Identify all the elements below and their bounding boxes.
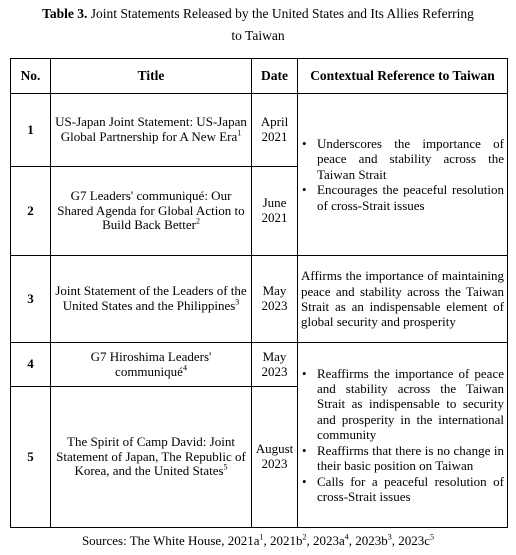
row-date xyxy=(252,167,298,256)
header-title: Title xyxy=(51,59,252,94)
source-ref: $2023c^5$ xyxy=(398,532,435,548)
row-date xyxy=(252,94,298,167)
table-row xyxy=(11,94,508,167)
row-context-group-a xyxy=(298,94,508,256)
sources-prefix: Sources: The White House, xyxy=(81,533,228,548)
row-title-text: US-Japan Joint Statement: US-Japan Global Partnership for A New Era xyxy=(55,114,247,144)
row-title xyxy=(51,343,252,387)
row-title xyxy=(51,167,252,256)
row-number: 1 xyxy=(11,94,51,167)
context-bullet: • Encourages the peaceful resolution of cross-Strait issues xyxy=(301,182,504,213)
context-paragraph: Affirms the importance of maintaining peace and stability across the Taiwan Strait as an indispensable element of global security and prosperity xyxy=(301,268,504,330)
row-title-text: G7 Hiroshima Leaders' communiqué xyxy=(90,348,212,379)
table-header-row xyxy=(11,59,508,94)
row-footnote-ref: 2 xyxy=(195,216,200,226)
row-date-year: 2021 xyxy=(261,129,288,144)
table-row xyxy=(11,343,508,387)
row-number: 5 xyxy=(11,387,51,528)
row-date-month: May xyxy=(262,348,287,364)
caption-line-2: to Taiwan xyxy=(231,28,285,43)
context-list-b xyxy=(301,366,504,505)
row-footnote-ref: 3 xyxy=(235,297,240,307)
header-no: No. xyxy=(11,59,51,94)
row-date-month: June xyxy=(262,195,287,211)
row-title xyxy=(51,387,252,528)
context-bullet: • Reaffirms the importance of peace and stability across the Taiwan Strait as indispensable to security and prosperity in the international community xyxy=(301,366,504,443)
row-number: 3 xyxy=(11,256,51,343)
source-ref: $2021a^1$ xyxy=(227,532,264,548)
row-date-year: 2023 xyxy=(261,456,288,471)
source-ref: $2023b^3$ xyxy=(355,532,392,548)
row-date-month: April xyxy=(260,114,289,130)
row-date xyxy=(252,256,298,343)
row-footnote-ref: 4 xyxy=(182,363,187,373)
row-date-month: May xyxy=(262,283,287,299)
statements-table xyxy=(10,58,508,528)
row-date-year: 2023 xyxy=(261,298,288,313)
sources-line: Sources: The White House, $2021a^1$, $2021b^2$, $2023a^4$, $2023b^3$, $2023c^5$ xyxy=(81,532,435,548)
caption-label: Table 3. xyxy=(42,6,88,21)
row-date-month: August xyxy=(255,441,294,457)
table-row xyxy=(11,256,508,343)
caption-text: Joint Statements Released by the United States and Its Allies Referring xyxy=(90,6,474,21)
row-date xyxy=(252,343,298,387)
header-context: Contextual Reference to Taiwan xyxy=(298,59,508,94)
row-title-text: Joint Statement of the Leaders of the United States and the Philippines xyxy=(55,283,247,313)
row-title xyxy=(51,94,252,167)
row-context xyxy=(298,256,508,343)
row-title-text: G7 Leaders' communiqué: Our Shared Agenda for Global Action to Build Back Better xyxy=(57,188,245,233)
context-bullet: • Calls for a peaceful resolution of cross-Strait issues xyxy=(301,474,504,505)
row-number: 2 xyxy=(11,167,51,256)
row-title-text: The Spirit of Camp David: Joint Statement of Japan, The Republic of Korea, and the United States xyxy=(56,434,246,479)
row-number: 4 xyxy=(11,343,51,387)
row-footnote-ref: 1 xyxy=(237,128,242,138)
caption-line-1 xyxy=(0,3,516,25)
context-bullet: • Underscores the importance of peace and stability across the Taiwan Strait xyxy=(301,136,504,183)
row-context-group-b xyxy=(298,343,508,528)
source-ref: $2023a^4$ xyxy=(312,532,349,548)
row-footnote-ref: 5 xyxy=(223,462,228,472)
row-date-year: 2021 xyxy=(261,210,288,225)
context-list-a xyxy=(301,136,504,214)
table-caption xyxy=(0,3,516,47)
row-title xyxy=(51,256,252,343)
context-bullet: • Reaffirms that there is no change in their basic position on Taiwan xyxy=(301,443,504,474)
row-date-year: 2023 xyxy=(261,363,288,379)
row-date xyxy=(252,387,298,528)
header-date: Date xyxy=(252,59,298,94)
source-ref: $2021b^2$ xyxy=(269,532,307,548)
